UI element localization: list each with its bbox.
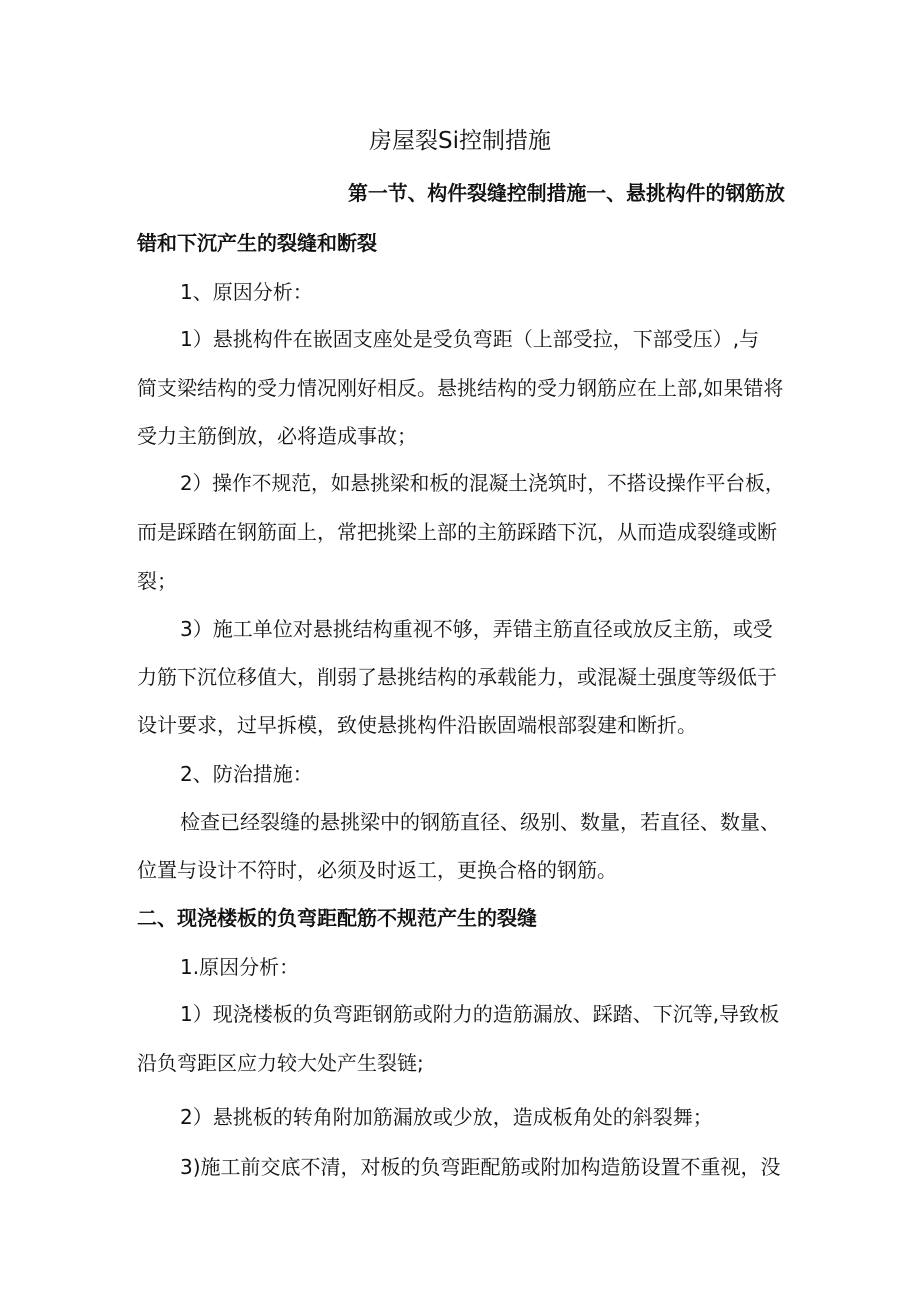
paragraph-line: 而是踩踏在钢筋面上，常把挑梁上部的主筋踩踏下沉，从而造成裂缝或断: [137, 520, 777, 544]
paragraph-line: 2）悬挑板的转角附加筋漏放或少放，造成板角处的斜裂舞；: [180, 1105, 713, 1129]
subheading-prevention: 2、防治措施：: [180, 762, 313, 786]
paragraph-line: 3)施工前交底不清，对板的负弯距配筋或附加构造筋设置不重视，没: [180, 1155, 781, 1179]
paragraph-line: 位置与设计不符时，必须及时返工，更换合格的钢筋。: [137, 858, 617, 882]
paragraph-line: 检查已经裂缝的悬挑梁中的钢筋直径、级别、数量，若直径、数量、: [180, 810, 780, 834]
paragraph-line: 简支梁结构的受力情况刚好相反。悬挑结构的受力钢筋应在上部,如果错将: [137, 376, 784, 400]
paragraph-line: 受力主筋倒放，必将造成事故；: [137, 424, 417, 448]
paragraph-line: 裂；: [137, 569, 177, 593]
paragraph-line: 设计要求，过早拆模，致使悬挑构件沿嵌固端根部裂建和断折。: [137, 713, 697, 737]
subheading-cause-analysis: 1、原因分析：: [180, 280, 313, 304]
section-heading-1-cont: 错和下沉产生的裂缝和断裂: [137, 231, 377, 255]
subheading-cause-analysis-2: 1.原因分析：: [180, 955, 300, 979]
paragraph-line: 力筋下沉位移值大，削弱了悬挑结构的承载能力，或混凝土强度等级低于: [137, 665, 777, 689]
page-title: 房屋裂Si控制措施: [369, 128, 551, 154]
paragraph-line: 1）悬挑构件在嵌固支座处是受负弯距（上部受拉，下部受压）,与: [180, 327, 760, 351]
section-heading-2: 二、现浇楼板的负弯距配筋不规范产生的裂缝: [137, 906, 537, 930]
paragraph-line: 沿负弯距区应力较大处产生裂链;: [137, 1051, 424, 1075]
paragraph-line: 1）现浇楼板的负弯距钢筋或附力的造筋漏放、踩踏、下沉等,导致板: [180, 1002, 780, 1026]
section-heading-1: 第一节、构件裂缝控制措施一、悬挑构件的钢筋放: [348, 182, 785, 205]
paragraph-line: 3）施工单位对悬挑结构重视不够，弄错主筋直径或放反主筋，或受: [180, 617, 773, 641]
paragraph-line: 2）操作不规范，如悬挑梁和板的混凝土浇筑时，不搭设操作平台板，: [180, 472, 785, 495]
